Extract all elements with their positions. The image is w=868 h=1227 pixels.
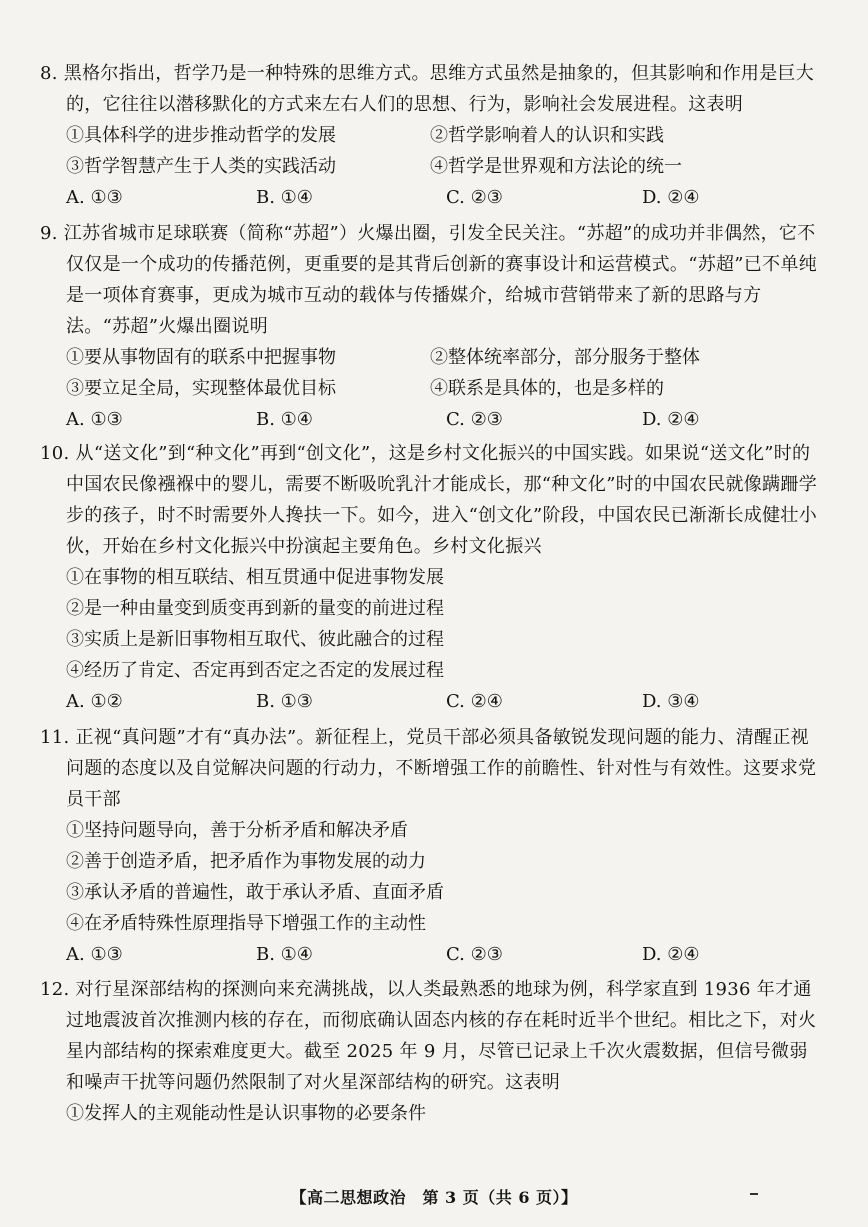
answer-c: C. ②③ [446,944,503,965]
question-stem: 8. 黑格尔指出，哲学乃是一种特殊的思维方式。思维方式虽然是抽象的，但其影响和作用是巨大的，它往往以潜移默化的方式来左右人们的思想、行为，影响社会发展进程。这表明 [40,63,815,115]
option-list [40,815,820,939]
answer-d: D. ②④ [642,409,700,430]
option-list [40,562,820,686]
answer-b: B. ①③ [256,691,313,712]
option-2: ②善于创造矛盾，把矛盾作为事物发展的动力 [66,851,426,872]
option-2: ②是一种由量变到质变再到新的量变的前进过程 [66,598,444,619]
option-1: ①坚持问题导向，善于分析矛盾和解决矛盾 [66,820,408,841]
question-9 [40,218,820,435]
option-list [40,342,820,404]
option-2: ②整体统率部分，部分服务于整体 [430,347,700,368]
option-1: ①发挥人的主观能动性是认识事物的必要条件 [66,1103,426,1124]
answer-a: A. ①③ [66,409,123,430]
option-list [40,1098,820,1129]
answer-c: C. ②④ [446,691,503,712]
option-4: ④经历了肯定、否定再到否定之否定的发展过程 [66,660,444,681]
answer-c: C. ②③ [446,409,503,430]
option-3: ③要立足全局，实现整体最优目标 [66,378,336,399]
option-1: ①在事物的相互联结、相互贯通中促进事物发展 [66,567,444,588]
option-list [40,120,820,182]
answer-choices [40,182,820,213]
answer-a: A. ①② [66,691,123,712]
answer-c: C. ②③ [446,187,503,208]
option-3: ③承认矛盾的普遍性，敢于承认矛盾、直面矛盾 [66,882,444,903]
answer-d: D. ③④ [642,691,700,712]
corner-mark [750,1193,758,1195]
question-12 [40,974,820,1129]
option-2: ②哲学影响着人的认识和实践 [430,125,664,146]
answer-d: D. ②④ [642,944,700,965]
answer-a: A. ①③ [66,944,123,965]
option-4: ④哲学是世界观和方法论的统一 [430,156,682,177]
question-10 [40,438,820,717]
question-stem: 9. 江苏省城市足球联赛（简称“苏超”）火爆出圈，引发全民关注。“苏超”的成功并非偶然，它不仅仅是一个成功的传播范例，更重要的是其背后创新的赛事设计和运营模式。“苏超”已不单纯是一项体育赛事，更成为城市互动的载体与传播媒介，给城市营销带来了新的思路与方法。“苏超”火爆出圈说明 [40,223,817,337]
answer-b: B. ①④ [256,187,313,208]
answer-choices [40,939,820,970]
answer-d: D. ②④ [642,187,700,208]
answer-b: B. ①④ [256,409,313,430]
option-3: ③哲学智慧产生于人类的实践活动 [66,156,336,177]
option-3: ③实质上是新旧事物相互取代、彼此融合的过程 [66,629,444,650]
question-stem: 12. 对行星深部结构的探测向来充满挑战，以人类最熟悉的地球为例，科学家直到 1936 年才通过地震波首次推测内核的存在，而彻底确认固态内核的存在耗时近半个世纪。相比之下，对火星内部结构的探索难度更大。截至 2025 年 9 月，尽管已记录上千次火震数据，但信号微弱和噪声干扰等问题仍然限制了对火星深部结构的研究。这表明 [40,979,817,1093]
answer-a: A. ①③ [66,187,123,208]
answer-choices [40,404,820,435]
question-11 [40,722,820,970]
option-1: ①要从事物固有的联系中把握事物 [66,347,336,368]
question-stem: 11. 正视“真问题”才有“真办法”。新征程上，党员干部必须具备敏锐发现问题的能力、清醒正视问题的态度以及自觉解决问题的行动力，不断增强工作的前瞻性、针对性与有效性。这要求党员干部 [40,727,817,810]
option-1: ①具体科学的进步推动哲学的发展 [66,125,336,146]
question-8 [40,58,820,213]
question-stem: 10. 从“送文化”到“种文化”再到“创文化”，这是乡村文化振兴的中国实践。如果说“送文化”时的中国农民像襁褓中的婴儿，需要不断吸吮乳汁才能成长，那“种文化”时的中国农民就像蹒跚学步的孩子，时不时需要外人搀扶一下。如今，进入“创文化”阶段，中国农民已渐渐长成健壮小伙，开始在乡村文化振兴中扮演起主要角色。乡村文化振兴 [40,443,817,557]
option-4: ④在矛盾特殊性原理指导下增强工作的主动性 [66,913,426,934]
option-4: ④联系是具体的，也是多样的 [430,378,664,399]
answer-choices [40,686,820,717]
page-footer: 【高二思想政治 第 3 页（共 6 页）】 [290,1188,578,1207]
answer-b: B. ①④ [256,944,313,965]
